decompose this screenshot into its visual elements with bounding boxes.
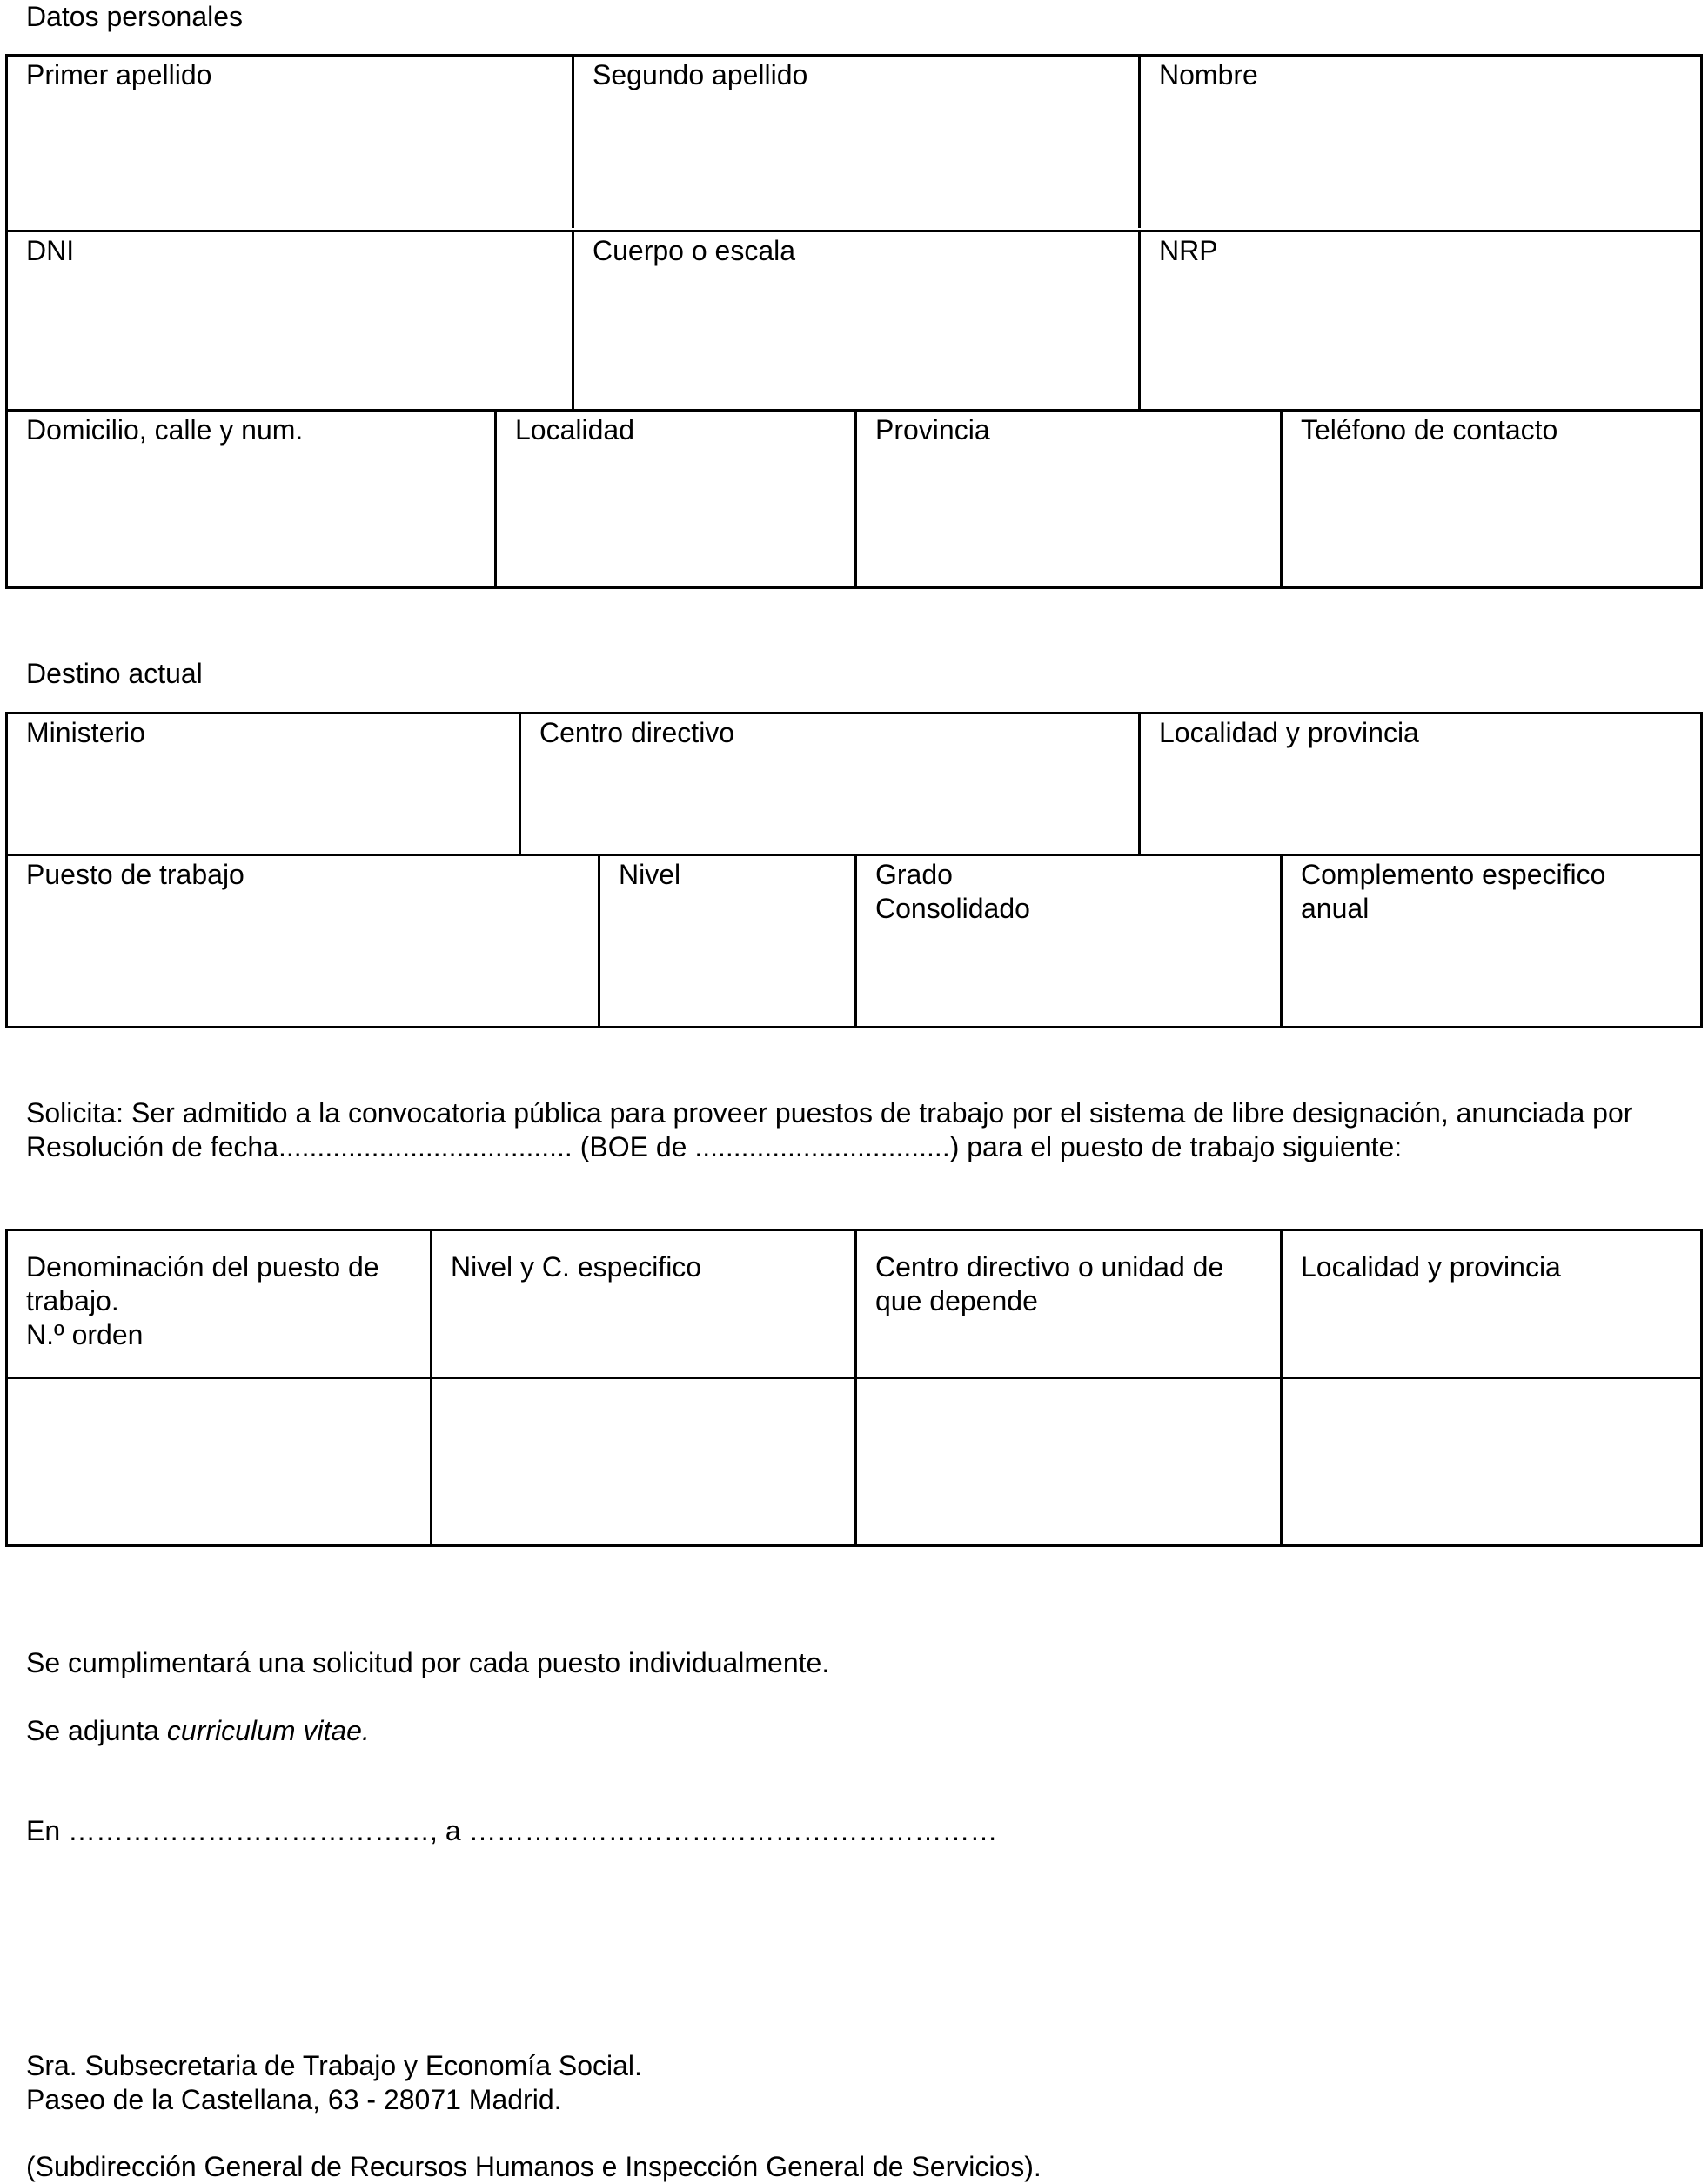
section-heading-current-post: Destino actual bbox=[26, 658, 203, 689]
nrp-field[interactable]: NRP bbox=[1159, 235, 1218, 266]
dni-field[interactable]: DNI bbox=[8, 232, 574, 409]
place-date-line[interactable]: En …………………………………, a ………………………………………………… bbox=[26, 1815, 998, 1846]
job-position-field[interactable]: Puesto de trabajo bbox=[8, 856, 600, 1026]
cv-attached-note bbox=[26, 1714, 370, 1748]
addressee-line-3: (Subdirección General de Recursos Humanos e Inspección General de Servicios). bbox=[26, 2151, 1042, 2182]
consolidated-grade-field[interactable]: Grado Consolidado bbox=[857, 856, 1283, 1026]
personal-row-1 bbox=[8, 57, 1700, 228]
level-specific-header: Nivel y C. especifico bbox=[432, 1231, 857, 1377]
post-denomination-header: Denominación del puesto de trabajo. N.º orden bbox=[8, 1231, 432, 1377]
addressee-line-2: Paseo de la Castellana, 63 - 28071 Madrid. bbox=[26, 2084, 562, 2115]
body-scale-field[interactable]: Cuerpo o escala bbox=[574, 232, 1141, 409]
personal-data-table bbox=[5, 54, 1703, 589]
request-line-2: Resolución de fecha...................................... (BOE de .................................) para el puesto de trabajo siguiente: bbox=[26, 1131, 1403, 1162]
requested-post-header-row bbox=[8, 1231, 1700, 1377]
cv-note-prefix: Se adjunta bbox=[26, 1715, 167, 1746]
first-surname-field[interactable]: Primer apellido bbox=[8, 57, 574, 228]
directive-unit-header: Centro directivo o unidad de que depende bbox=[857, 1231, 1283, 1377]
second-surname-field[interactable]: Segundo apellido bbox=[574, 57, 1141, 228]
post-denomination-input[interactable] bbox=[8, 1379, 432, 1544]
locality-field[interactable]: Localidad bbox=[497, 412, 857, 586]
requested-post-table bbox=[5, 1229, 1703, 1547]
locality-province-input[interactable] bbox=[1283, 1379, 1700, 1544]
level-field[interactable]: Nivel bbox=[600, 856, 857, 1026]
first-name-field[interactable]: Nombre bbox=[1159, 59, 1258, 90]
addressee-line-1: Sra. Subsecretaria de Trabajo y Economía Social. bbox=[26, 2050, 642, 2081]
request-statement bbox=[26, 1096, 1705, 1164]
province-field[interactable]: Provincia bbox=[857, 412, 1283, 586]
requested-post-entry-row bbox=[8, 1377, 1700, 1544]
current-post-row-1 bbox=[8, 714, 1700, 854]
one-request-per-post-note: Se cumplimentará una solicitud por cada puesto individualmente. bbox=[26, 1647, 830, 1678]
directive-center-field[interactable]: Centro directivo bbox=[521, 714, 1141, 854]
request-line-1: Solicita: Ser admitido a la convocatoria pública para proveer puestos de trabajo por el sistema de libre designación, anunciada por bbox=[26, 1097, 1633, 1129]
locality-province-field[interactable]: Localidad y provincia bbox=[1159, 717, 1419, 748]
personal-row-3 bbox=[8, 409, 1700, 586]
address-field[interactable]: Domicilio, calle y num. bbox=[8, 412, 497, 586]
section-heading-personal: Datos personales bbox=[26, 1, 244, 32]
directive-unit-input[interactable] bbox=[857, 1379, 1283, 1544]
ministry-field[interactable]: Ministerio bbox=[8, 714, 521, 854]
cv-note-italic: curriculum vitae. bbox=[166, 1715, 370, 1746]
current-post-row-2 bbox=[8, 854, 1700, 1026]
personal-row-2 bbox=[8, 230, 1700, 409]
level-specific-input[interactable] bbox=[432, 1379, 857, 1544]
current-post-table bbox=[5, 712, 1703, 1028]
phone-field[interactable]: Teléfono de contacto bbox=[1301, 414, 1558, 446]
specific-complement-field[interactable]: Complemento especifico anual bbox=[1301, 859, 1606, 924]
locality-province-header: Localidad y provincia bbox=[1301, 1251, 1561, 1283]
